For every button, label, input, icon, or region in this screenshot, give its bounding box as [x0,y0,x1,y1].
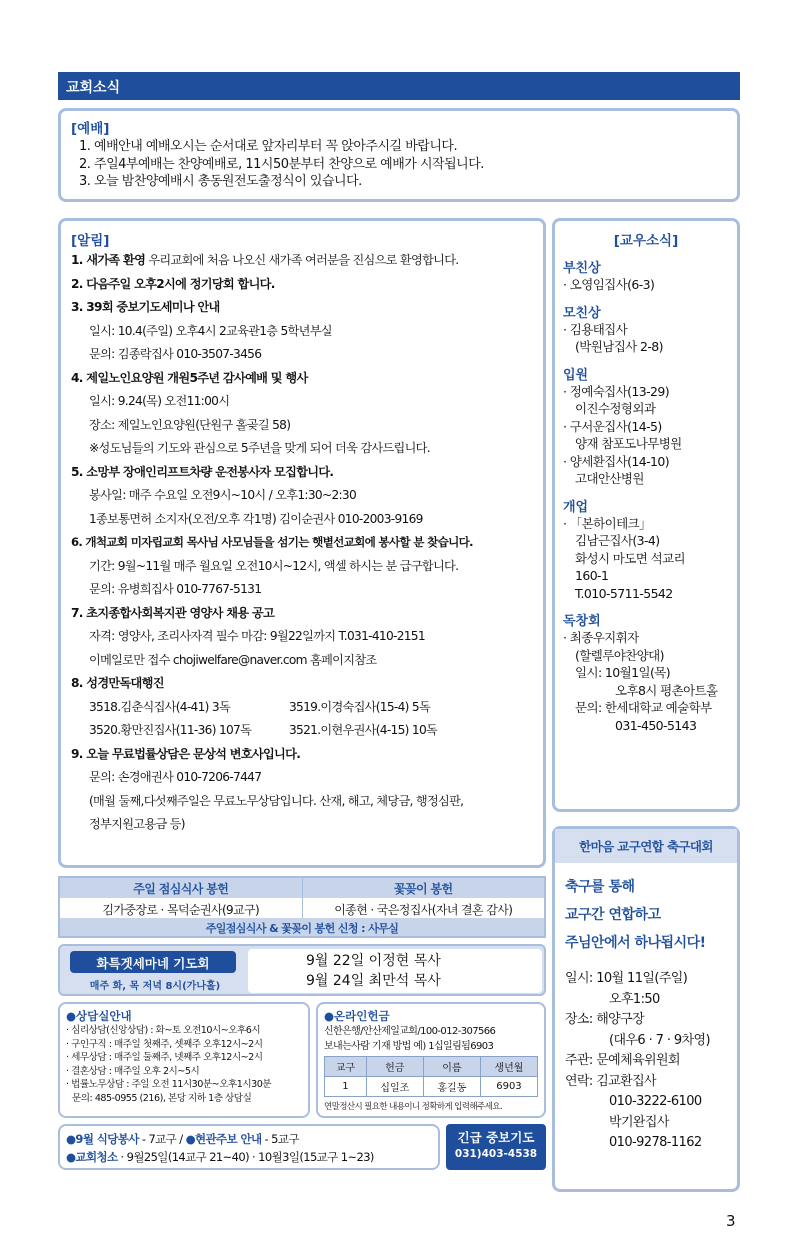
soccer-detail: 010-3222-6100 [609,1094,702,1109]
online-offering-title: ●온라인헌금 [324,1009,390,1023]
worship-item: 3. 오늘 밤찬양예배시 총동원전도출정식이 있습니다. [79,174,362,190]
notice-detail: ※성도님들의 기도와 관심으로 5주년을 맞게 되어 더욱 감사드립니다. [89,441,430,455]
counseling-item: · 심리상담(신앙상담) : 화~토 오전10시~오후6시 [66,1025,261,1036]
table-cell: 1 [325,1077,367,1097]
footer-info-box [58,1124,440,1170]
notice-detail: 정부지원고용금 등) [89,817,185,831]
cleaning-schedule: · 9월25일(14교구 21~40) · 10월3일(15교구 1~23) [117,1150,374,1164]
cleaning-label: ●교회청소 [66,1150,118,1164]
flower-donor: 이종현 · 국은정집사(자녀 결혼 감사) [302,898,545,918]
news-entry: · 정예숙집사(13-29) [563,383,669,399]
service-note: 주일점심식사 & 꽃꽂이 봉헌 신청 : 사무실 [60,918,544,936]
soccer-detail: 주관: 문예체육위원회 [565,1053,680,1068]
member-news-box [552,218,740,812]
table-header: 생년월 [480,1057,537,1077]
notice-detail: 일시: 9.24(목) 오전11:00시 [89,394,230,408]
bulletin-label: ●현관주보 안내 [185,1132,262,1146]
worship-item: 2. 주일4부예배는 찬양예배로, 11시50분부터 찬양으로 예배가 시작됩니다. [79,156,484,172]
soccer-detail: (대우6 · 7 · 9차영) [609,1032,710,1048]
notice-item: 7. 초지종합사회복지관 영양사 채용 공고 [71,605,275,620]
soccer-detail: 박기완집사 [609,1114,669,1130]
news-entry: 오후8시 평촌아트홀 [615,682,718,698]
notice-item: 6. 개척교회 미자립교회 목사님 사모님들을 섬기는 햇볕선교회에 봉사할 분 찾습니다. [71,535,473,549]
bulletin-value: - 5교구 [261,1132,299,1146]
counseling-box [58,1002,310,1118]
notice-item: 4. 제일노인요양원 개원5주년 감사예배 및 행사 [71,370,308,385]
soccer-detail: 010-9278-1162 [609,1135,702,1150]
soccer-title: 한마음 교구연합 축구대회 [555,829,737,863]
news-entry: 김남근집사(3-4) [575,533,660,548]
bible-reader: 3521.이현우권사(4-15) 10독 [289,723,438,737]
prayer-meeting-box [58,944,546,996]
news-entry: T.010-5711-5542 [575,585,673,601]
notice-text: 우리교회에 처음 나오신 새가족 여러분을 진심으로 환영합니다. [145,253,459,267]
member-news-title: [교우소식] [613,233,679,249]
counseling-contact: 문의: 485-0955 (216), 본당 지하 1층 상담실 [72,1092,252,1104]
prayer-title: 화특겟세마네 기도회 [70,951,236,973]
table-cell: 십일조 [366,1077,423,1097]
urgent-prayer-title: 긴급 중보기도 [457,1130,535,1145]
online-offering-box [316,1002,546,1118]
section-header-bar [58,72,740,100]
offering-note: 연말정산시 필요한 내용이니 정확하게 입력해주세요. [324,1102,502,1112]
notice-item: 8. 성경만독대행진 [71,676,164,690]
notices-box [58,218,546,868]
soccer-detail: 오후1:50 [609,991,660,1007]
soccer-slogan: 축구를 통해 [565,879,635,895]
section-title: 교회소식 [66,80,121,96]
notice-detail: 일시: 10.4(주일) 오후4시 2교육관1층 5학년부실 [89,323,332,338]
notice-detail: 1종보통면허 소지자(오전/오후 각1명) 김이순권사 010-2003-9169 [89,511,423,526]
urgent-prayer-phone: 031)403-4538 [454,1148,538,1160]
sender-format: 보내는사람 기재 방법 예) 1십일림됨6903 [324,1041,494,1052]
lunch-header: 주일 점심식사 봉헌 [133,882,229,896]
prayer-leader: 9월 22일 이정현 목사 [306,953,441,969]
notice-detail: 기간: 9월~11월 매주 월요일 오전10시~12시, 액셀 하시는 분 급구합니다. [89,558,459,573]
soccer-slogan: 주님안에서 하나됩시다! [565,935,706,951]
notice-detail: 장소: 제일노인요양원(단원구 홀곶길 58) [89,417,291,432]
soccer-detail: 일시: 10월 11일(주일) [565,971,688,986]
offering-example-table [324,1056,538,1097]
bible-reader: 3519.이경숙집사(15-4) 5독 [289,699,431,714]
news-entry: 양재 참포도나무병원 [575,436,682,451]
news-entry: · 최종우지휘자 [563,630,639,645]
prayer-leader: 9월 24일 최만석 목사 [306,973,441,989]
news-category: 부친상 [563,261,601,276]
counseling-title: ●상담실안내 [66,1009,132,1023]
bible-reader: 3520.황만진집사(11-36) 107독 [89,723,252,737]
news-category: 모친상 [563,305,601,321]
notice-item: 5. 소망부 장애인리프트차량 운전봉사자 모집합니다. [71,464,334,479]
notice-detail: 이메일로만 접수 chojiwelfare@naver.com 홈페이지참조 [89,652,377,667]
bible-reader: 3518.김춘식집사(4-41) 3독 [89,699,231,714]
news-entry: 고대안산병원 [575,471,644,486]
notice-item: 9. 오늘 무료법률상담은 문상석 변호사입니다. [71,746,301,761]
urgent-prayer-badge [446,1124,546,1170]
table-cell: 홍길동 [423,1077,480,1097]
worship-item: 1. 예배안내 예배오시는 순서대로 앞자리부터 꼭 앉아주시길 바랍니다. [79,139,458,154]
counseling-item: · 결혼상담 : 매주일 오후 2시~5시 [66,1065,200,1077]
notice-detail: 문의: 유병희집사 010-7767-5131 [89,582,262,596]
news-entry: 문의: 한세대학교 예술학부 [575,700,712,715]
table-header: 헌금 [366,1057,423,1077]
table-header: 교구 [325,1057,367,1077]
notice-item: 3. 39회 중보기도세미나 안내 [71,300,220,314]
notice-detail: 문의: 김종락집사 010-3507-3456 [89,347,262,361]
notice-item: 2. 다음주일 오후2시에 정기당회 합니다. [71,276,275,291]
worship-box [58,108,740,202]
notice-detail: 봉사일: 매주 수요일 오전9시~10시 / 오후1:30~2:30 [89,488,357,502]
lunch-donor: 김가중장로 · 목덕순권사(9교구) [102,903,260,917]
notice-detail: 자격: 영양사, 조리사자격 필수 마감: 9월22일까지 T.031-410-2151 [89,629,425,643]
notice-detail: 문의: 손경애권사 010-7206-7447 [89,770,262,784]
news-entry: · 김용태집사 [563,321,628,337]
flower-header: 꽃꽂이 봉헌 [302,878,545,898]
news-entry: · 양세환집사(14-10) [563,453,669,469]
notices-title: [알림] [71,233,110,249]
kitchen-service-label: ●9월 식당봉사 [66,1132,139,1146]
news-entry: 031-450-5143 [615,717,697,733]
soccer-slogan: 교구간 연합하고 [565,907,661,923]
table-cell: 6903 [480,1077,537,1097]
news-category: 입원 [563,367,589,383]
soccer-detail: 장소: 해양구장 [565,1012,645,1027]
news-entry: · 오영임집사(6-3) [563,277,655,292]
counseling-item: · 구인구직 : 매주일 첫째주, 셋째주 오후12시~2시 [66,1038,263,1050]
table-header: 이름 [423,1057,480,1077]
kitchen-service-value: - 7교구 / [138,1132,186,1146]
news-category: 독창회 [563,614,601,629]
page-number: 3 [726,1212,736,1230]
prayer-schedule: 매주 화, 목 저녁 8시(가나홀) [89,981,221,992]
counseling-item: · 법률노무상담 : 주일 오전 11시30분~오후1시30분 [66,1079,272,1090]
notice-head: 1. 새가족 환영 [71,253,146,267]
news-entry: 화성시 마도면 석교리 [575,550,686,566]
news-entry: 일시: 10월1일(목) [575,665,670,680]
soccer-detail: 연락: 김교환집사 [565,1073,657,1089]
news-entry: · 구서운집사(14-5) [563,418,662,434]
notice-detail: (매월 둘째,다섯째주일은 무료노무상담입니다. 산재, 해고, 체당금, 행정심판, [89,793,464,808]
soccer-box [552,826,740,1192]
counseling-item: · 세무상담 : 매주일 둘째주, 넷째주 오후12시~2시 [66,1052,263,1063]
news-entry: 160-1 [575,568,609,583]
worship-title: [예배] [71,121,110,137]
news-entry: 이진수정형외과 [575,401,656,416]
news-entry: (박원남집사 2-8) [575,339,663,354]
bank-account: 신한은행/안산제일교회/100-012-307566 [324,1026,496,1037]
news-entry: (할렐루야찬양대) [575,647,664,663]
offering-service-table [58,876,546,938]
news-category: 개업 [563,499,589,515]
news-entry: · 「본하이테크」 [563,515,651,531]
